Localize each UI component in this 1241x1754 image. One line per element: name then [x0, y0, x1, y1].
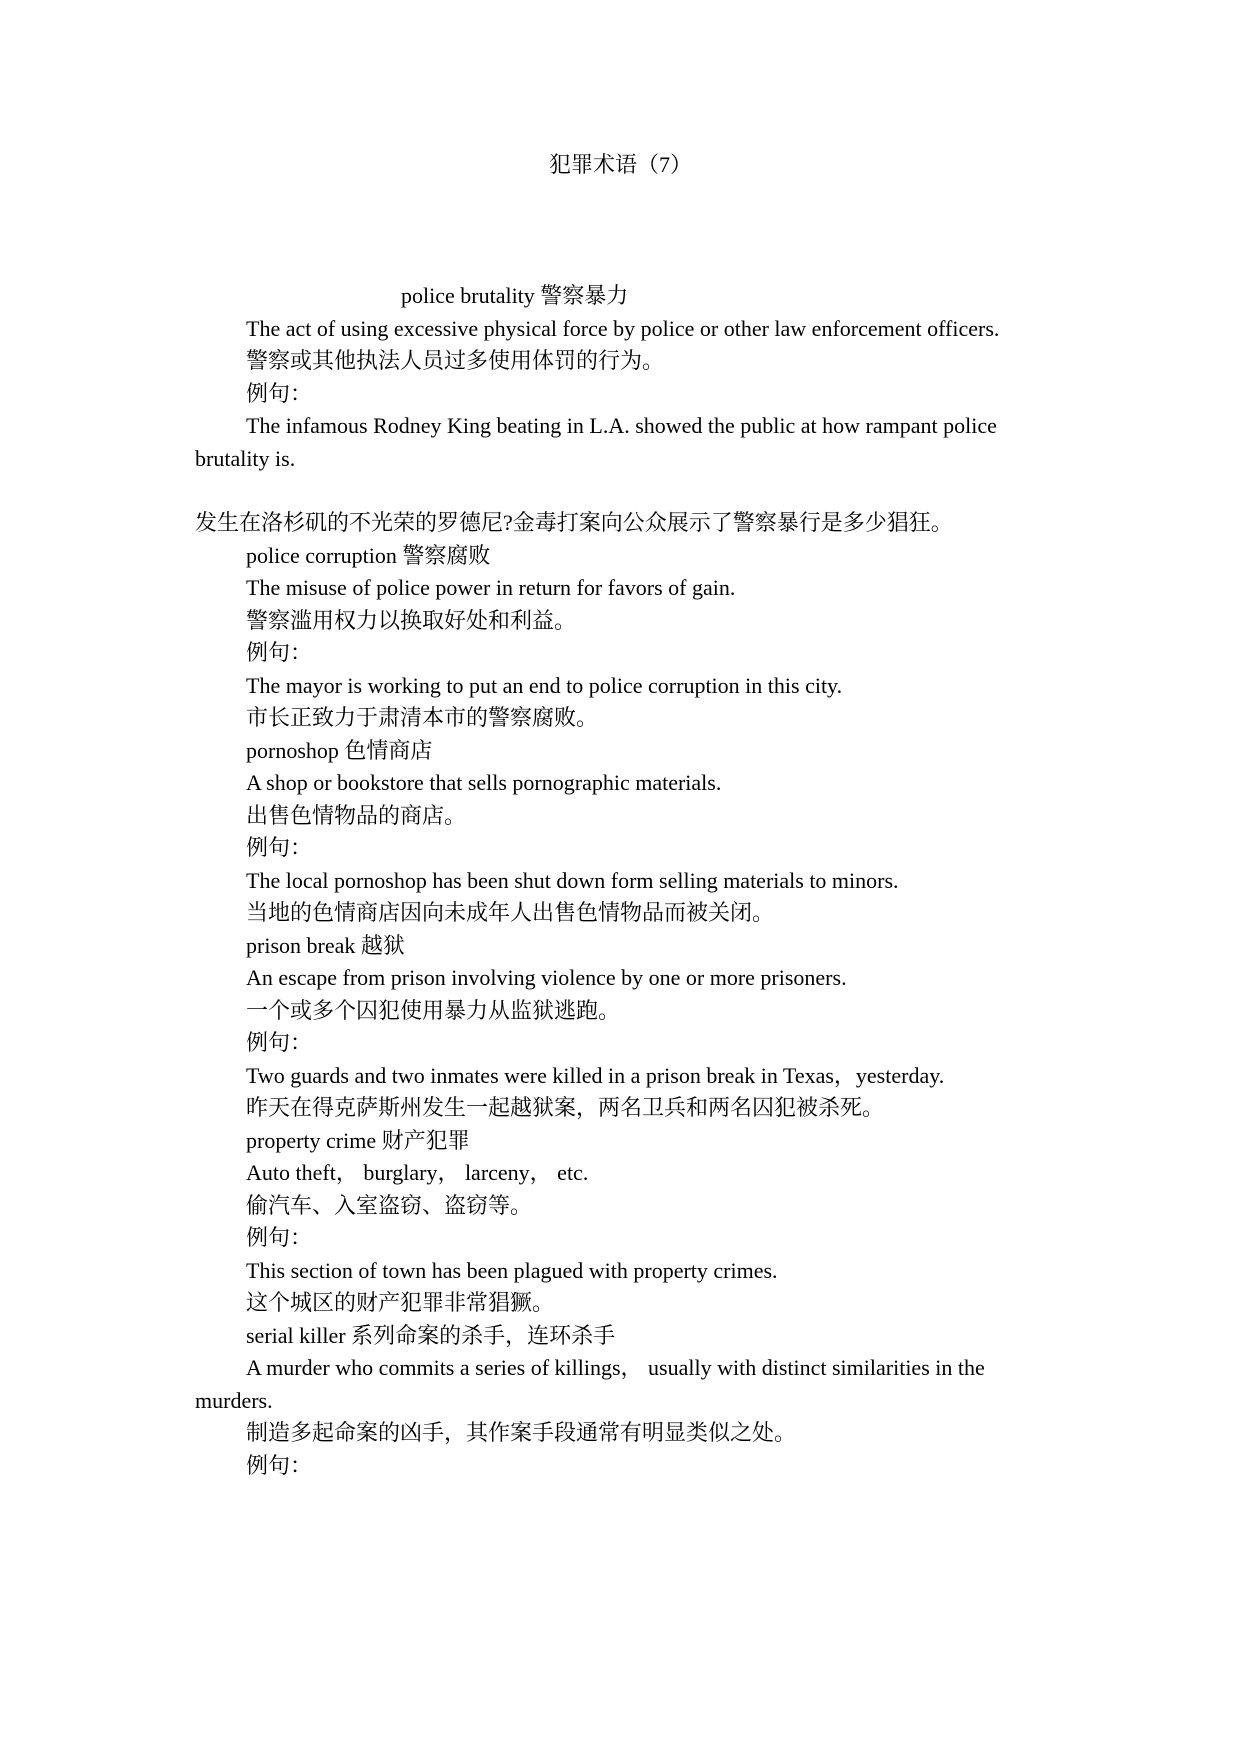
- definition-en: A shop or bookstore that sells pornographic materials.: [246, 770, 722, 795]
- definition-en: A murder who commits a series of killings， usually with distinct similarities in the murders.: [195, 1355, 985, 1413]
- definition-zh: 警察滥用权力以换取好处和利益。: [246, 607, 577, 633]
- example-zh: 昨天在得克萨斯州发生一起越狱案，两名卫兵和两名囚犯被杀死。: [246, 1095, 885, 1120]
- example-zh: 这个城区的财产犯罪非常猖獗。: [246, 1290, 555, 1315]
- definition-zh: 一个或多个囚犯使用暴力从监狱逃跑。: [246, 997, 621, 1023]
- definition-zh: 偷汽车、入室盗窃、盗窃等。: [246, 1192, 533, 1218]
- document-title: 犯罪术语（7）: [548, 152, 692, 177]
- definition-en: Auto theft， burglary， larceny， etc.: [246, 1160, 589, 1185]
- example-label: 例句：: [246, 835, 313, 860]
- definition-en: An escape from prison involving violence by one or more prisoners.: [246, 965, 847, 990]
- term-heading: pornoshop 色情商店: [246, 737, 433, 763]
- example-label: 例句：: [246, 1452, 313, 1478]
- term-heading: serial killer 系列命案的杀手，连环杀手: [246, 1322, 616, 1348]
- blank-line: [195, 475, 1045, 507]
- example-label: 例句：: [246, 1030, 313, 1055]
- example-en: This section of town has been plagued with property crimes.: [246, 1257, 778, 1283]
- definition-zh: 制造多起命案的凶手，其作案手段通常有明显类似之处。: [246, 1420, 797, 1445]
- document-body: [195, 280, 1045, 1482]
- example-zh: 发生在洛杉矶的不光荣的罗德尼?金毒打案向公众展示了警察暴行是多少猖狂。: [195, 510, 953, 535]
- example-en: The infamous Rodney King beating in L.A. showed the public at how rampant police brutality is.: [195, 413, 997, 471]
- example-label: 例句：: [246, 380, 313, 406]
- example-en: The mayor is working to put an end to police corruption in this city.: [246, 672, 843, 698]
- example-zh: 当地的色情商店因向未成年人出售色情物品而被关闭。: [246, 900, 775, 925]
- example-label: 例句：: [246, 1225, 313, 1250]
- definition-en: The misuse of police power in return for favors of gain.: [246, 575, 736, 600]
- definition-zh: 警察或其他执法人员过多使用体罚的行为。: [246, 348, 665, 373]
- term-heading: police brutality 警察暴力: [401, 283, 629, 308]
- definition-zh: 出售色情物品的商店。: [246, 802, 467, 828]
- example-en: The local pornoshop has been shut down form selling materials to minors.: [246, 867, 899, 893]
- example-zh: 市长正致力于肃清本市的警察腐败。: [246, 705, 599, 730]
- definition-en: The act of using excessive physical force by police or other law enforcement officers.: [246, 315, 1000, 341]
- example-en: Two guards and two inmates were killed in a prison break in Texas，yesterday.: [246, 1062, 945, 1088]
- example-label: 例句：: [246, 640, 313, 665]
- term-heading: police corruption 警察腐败: [246, 542, 491, 568]
- term-heading: property crime 财产犯罪: [246, 1127, 470, 1153]
- term-heading: prison break 越狱: [246, 932, 405, 958]
